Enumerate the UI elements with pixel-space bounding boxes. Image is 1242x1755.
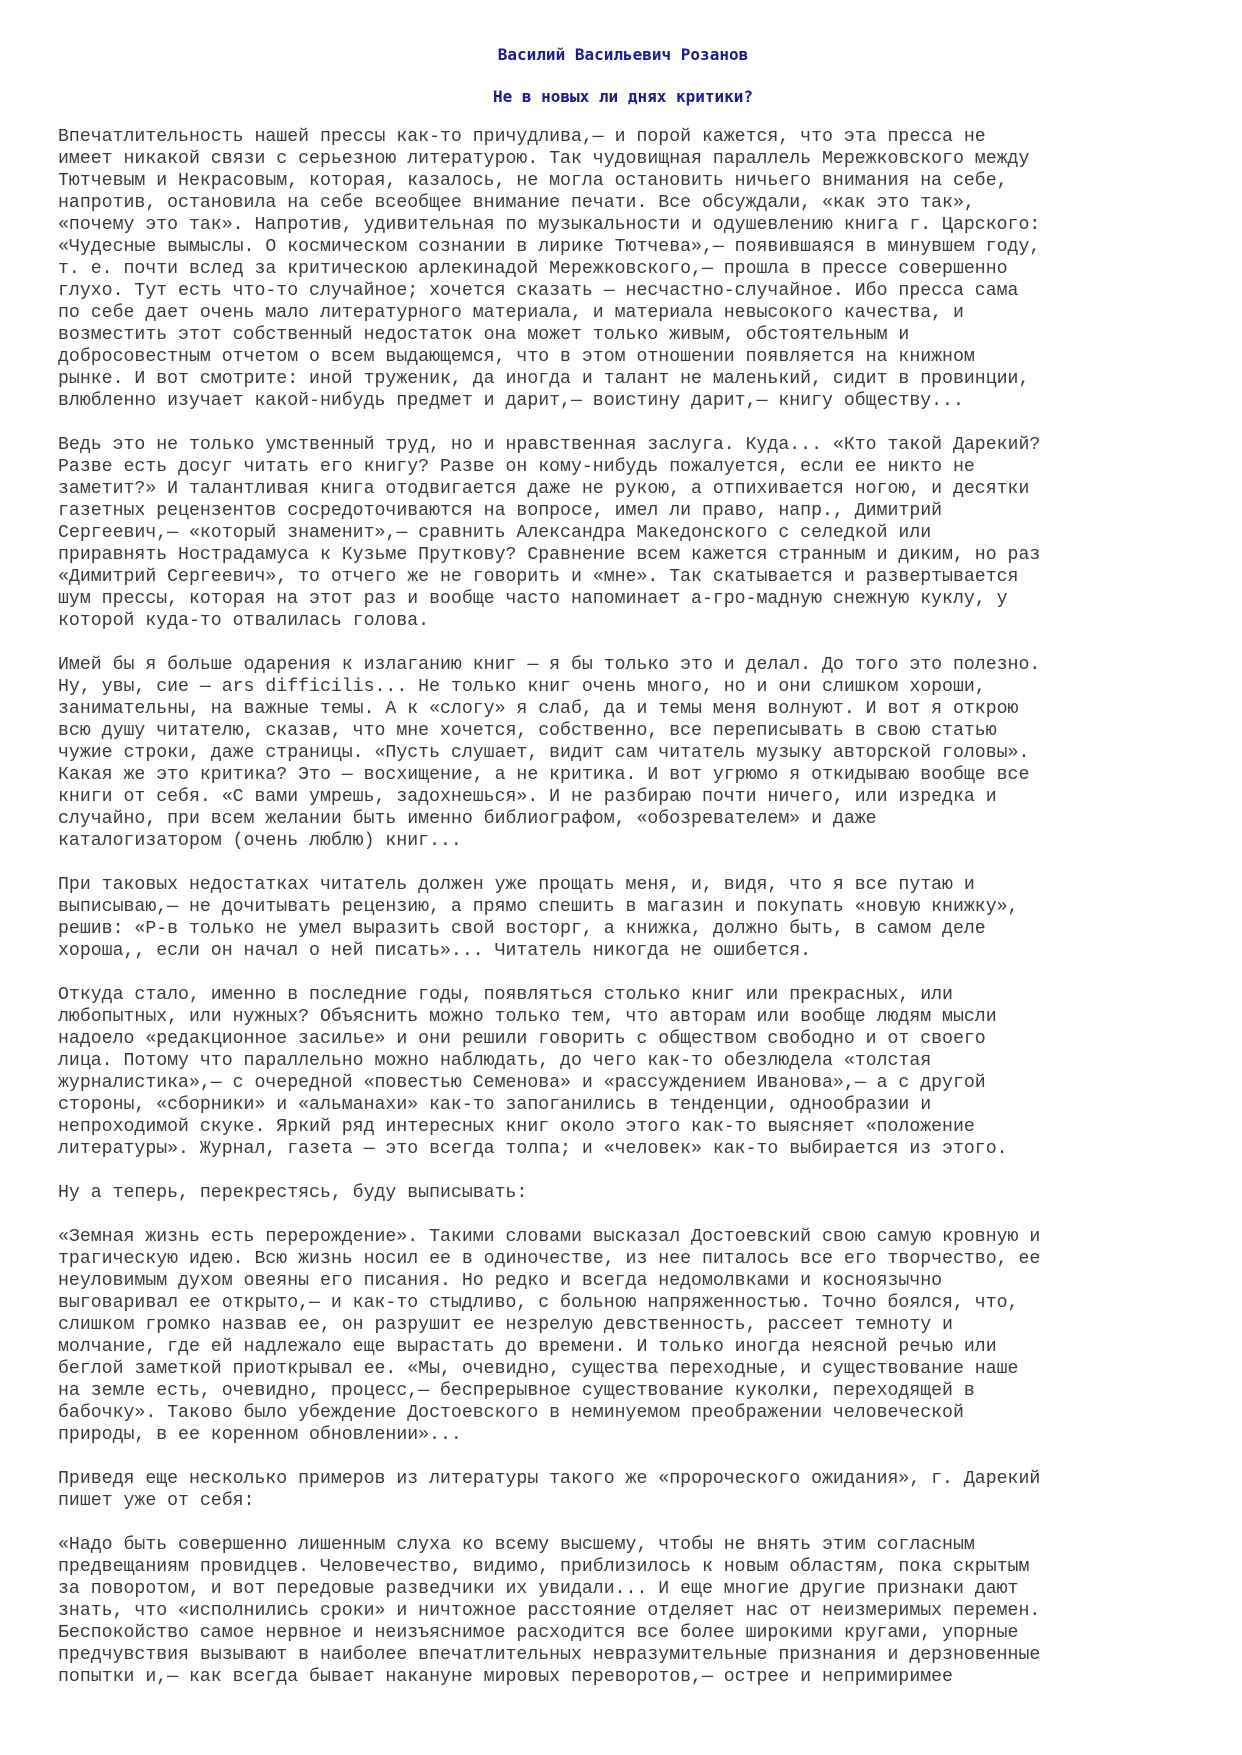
paragraph: Ведь это не только умственный труд, но и нравственная заслуга. Куда... «Кто такой Дарекий? Разве есть досуг читать его книгу? Разве он кому-нибудь пожалуется, если ее никто не заметит?» И талантливая книга отодвигается даже не рукою, а отпихивается ногою, и десятки газетных рецензентов сосредоточиваются на вопросе, имел ли право, напр., Димитрий Сергеевич,— «который знаменит»,— сравнить Александра Македонского с селедкой или приравнять Нострадамуса к Кузьме Пруткову? Сравнение всем кажется странным и диким, но раз «Димитрий Сергеевич», то отчего же не говорить и «мне». Так скатывается и развертывается шум прессы, которая на этот раз и вообще часто напоминает а-гро-мадную снежную куклу, у которой куда-то отвалилась голова. xyxy=(58,435,1041,631)
paragraph: Откуда стало, именно в последние годы, появляться столько книг или прекрасных, или любопытных, или нужных? Объяснить можно только тем, что авторам или вообще людям мысли надоело «редакционное засилье» и они решили говорить с обществом свободно и от своего лица. Потому что параллельно можно наблюдать, до чего как-то обезлюдела «толстая журналистика»,— с очередной «повестью Семенова» и «рассуждением Иванова»,— а с другой стороны, «сборники» и «альманахи» как-то запоганились в тенденции, однообразии и непроходимой скуке. Яркий ряд интересных книг около этого как-то выясняет «положение литературы». Журнал, газета — это всегда толпа; и «человек» как-то выбирается из этого. xyxy=(58,985,1008,1159)
paragraph: «Надо быть совершенно лишенным слуха ко всему высшему, чтобы не внять этим согласным предвещаниям провидцев. Человечество, видимо, приблизилось к новым областям, пока скрытым за поворотом, и вот передовые разведчики их увидали... И еще многие другие признаки дают знать, что «исполнились сроки» и ничтожное расстояние отделяет нас от неизмеримых перемен. Беспокойство самое нервное и неизъяснимое расходится все более широкими кругами, упорные предчувствия вызывают в наиболее впечатлительных невразумительные признания и дерзновенные попытки и,— как всегда бывает накануне мировых переворотов,— острее и непримиримее xyxy=(58,1535,1041,1687)
paragraph: При таковых недостатках читатель должен уже прощать меня, и, видя, что я все путаю и выписываю,— не дочитывать рецензию, а прямо спешить в магазин и покупать «новую книжку», решив: «Р-в только не умел выразить свой восторг, а книжка, должно быть, в самом деле хороша,, если он начал о ней писать»... Читатель никогда не ошибется. xyxy=(58,875,1019,961)
paragraph: Ну а теперь, перекрестясь, буду выписывать: xyxy=(58,1183,528,1203)
paragraph: Впечатлительность нашей прессы как-то причудлива,— и порой кажется, что эта пресса не имеет никакой связи с серьезною литературою. Так чудовищная параллель Мережковского между Тютчевым и Некрасовым, которая, казалось, не могла остановить ничьего внимания на себе, напротив, остановила на себе всеобщее внимание печати. Все обсуждали, «как это так», «почему это так». Напротив, удивительная по музыкальности и одушевлению книга г. Царского: «Чудесные вымыслы. О космическом сознании в лирике Тютчева»,— появившаяся в минувшем году, т. е. почти вслед за критическою арлекинадой Мережковского,— прошла в прессе совершенно глухо. Тут есть что-то случайное; хочется сказать — несчастно-случайное. Ибо пресса сама по себе дает очень мало литературного материала, и материала невысокого качества, и возместить этот собственный недостаток она может только живым, обстоятельным и добросовестным отчетом о всем выдающемся, что в этом отношении появляется на книжном рынке. И вот смотрите: иной труженик, да иногда и талант не маленький, сидит в провинции, влюбленно изучает какой-нибудь предмет и дарит,— воистину дарит,— книгу обществу... xyxy=(58,127,1041,411)
article-title: Не в новых ли днях критики? xyxy=(492,87,754,106)
paragraph: Имей бы я больше одарения к излаганию книг — я бы только это и делал. До того это полезно. Ну, увы, сие — ars difficilis... Не только книг очень много, но и они слишком хороши, занимательны, на важные темы. А к «слогу» я слаб, да и темы меня волнуют. И вот я открою всю душу читателю, сказав, что мне хочется, собственно, все переписывать в свою статью чужие строки, даже страницы. «Пусть слушает, видит сам читатель музыку авторской головы». Какая же это критика? Это — восхищение, а не критика. И вот угрюмо я откидываю вообще все книги от себя. «С вами умрешь, задохнешься». И не разбираю почти ничего, или изредка и случайно, при всем желании быть именно библиографом, «обозревателем» и даже каталогизатором (очень люблю) книг... xyxy=(58,655,1041,851)
paragraph: Приведя еще несколько примеров из литературы такого же «пророческого ожидания», г. Дарекий пишет уже от себя: xyxy=(58,1469,1041,1511)
paragraph: «Земная жизнь есть перерождение». Такими словами высказал Достоевский свою самую кровную и трагическую идею. Всю жизнь носил ее в одиночестве, из нее питалось все его творчество, ее неуловимым духом овеяны его писания. Но редко и всегда недомолвками и косноязычно выговаривал ее открыто,— и как-то стыдливо, с больною напряженностью. Точно боялся, что, слишком громко назвав ее, он разрушит ее незрелую девственность, рассеет темноту и молчание, где ей надлежало еще вырастать до времени. И только иногда неясной речью или беглой заметкой приоткрывал ее. «Мы, очевидно, существа переходные, и существование наше на земле есть, очевидно, процесс,— беспрерывное существование куколки, переходящей в бабочку». Таково было убеждение Достоевского в неминуемом преображении человеческой природы, в ее коренном обновлении»... xyxy=(58,1227,1041,1445)
author-name: Василий Васильевич Розанов xyxy=(497,45,749,64)
document-page xyxy=(58,44,1188,1710)
